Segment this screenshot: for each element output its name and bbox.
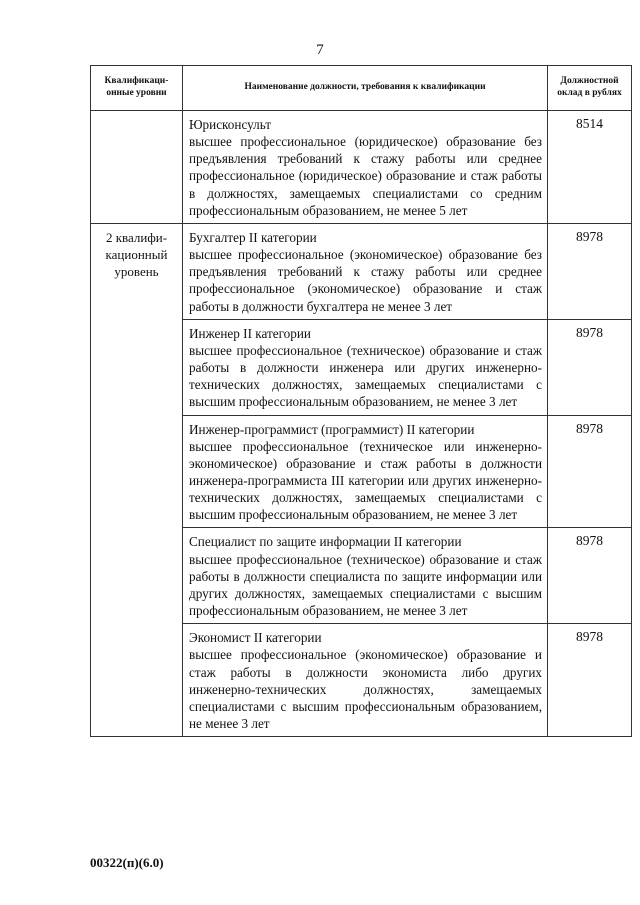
position-title: Экономист II категории	[189, 630, 322, 646]
salary-cell: 8514	[548, 111, 632, 224]
level-cell-2: 2 квалифи-кационный уровень	[91, 223, 183, 736]
salary-cell: 8978	[548, 528, 632, 624]
qualification-table	[90, 65, 632, 737]
position-requirements: высшее профессиональное (техническое или инженерно-экономическое) образование и стаж работы в должности инженера-программиста III категории или других инженерно-технических должностях, замещаемых специалистами с высшим профессиональным образованием, не менее 3 лет	[189, 438, 542, 523]
position-cell	[183, 111, 548, 224]
table-header-row	[91, 66, 632, 111]
position-requirements: высшее профессиональное (техническое) образование и стаж работы в должности инженера или других инженерно-технических должностях, замещаемых специалистами с высшим профессиональным образованием, не менее 3 лет	[189, 342, 542, 410]
position-cell	[183, 319, 548, 415]
position-cell	[183, 223, 548, 319]
position-title: Юрисконсульт	[189, 117, 271, 132]
header-qualification-levels: Квалификаци-онные уровни	[91, 66, 183, 111]
position-cell	[183, 415, 548, 528]
salary-cell: 8978	[548, 624, 632, 737]
table-row	[91, 223, 632, 319]
position-requirements: высшее профессиональное (юридическое) образование без предъявления требований к стажу работы или среднее профессиональное (юридическое) образование и стаж работы в должностях, замещаемых специалистами со средним профессиональным образованием, не менее 5 лет	[189, 134, 542, 218]
position-requirements: высшее профессиональное (экономическое) образование и стаж работы в должности экономиста либо других инженерно-технических должностях, замещаемых специалистами с высшим профессиональным образованием, не менее 3 лет	[189, 647, 542, 731]
table-row	[91, 111, 632, 224]
salary-cell: 8978	[548, 319, 632, 415]
position-title: Специалист по защите информации II категории	[189, 534, 462, 550]
document-code: 00322(п)(6.0)	[90, 855, 164, 870]
page-number: 7	[316, 42, 324, 58]
position-cell	[183, 528, 548, 624]
position-requirements: высшее профессиональное (экономическое) образование без предъявления требований к стажу работы или среднее профессиональное (экономическое) образование и стаж работы в должности бухгалтера не менее 3 лет	[189, 247, 542, 314]
level-cell-empty	[91, 111, 183, 224]
position-title: Бухгалтер II категории	[189, 229, 317, 245]
salary-cell: 8978	[548, 415, 632, 528]
position-title: Инженер II категории	[189, 325, 311, 341]
position-cell	[183, 624, 548, 737]
salary-cell: 8978	[548, 223, 632, 319]
position-title: Инженер-программист (программист) II категории	[189, 421, 475, 437]
header-position-requirements: Наименование должности, требования к квалификации	[183, 66, 548, 111]
position-requirements: высшее профессиональное (техническое) образование и стаж работы в должности специалиста по защите информации или других должностях, замещаемых специалистами с высшим профессиональным образованием, не менее 3 лет	[189, 551, 542, 619]
header-salary: Должностной оклад в рублях	[548, 66, 632, 111]
